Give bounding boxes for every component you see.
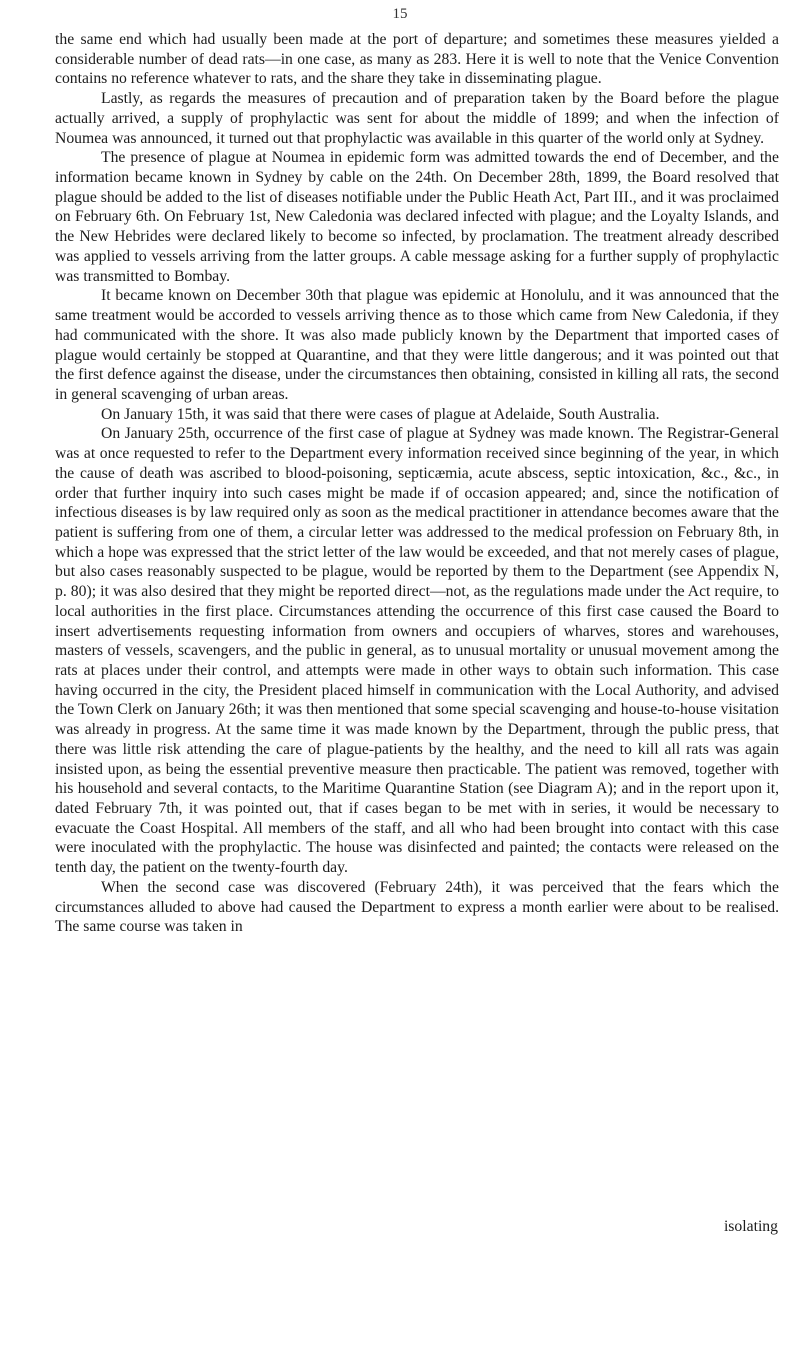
paragraph-6: On January 25th, occurrence of the first case of plague at Sydney was made known. The Registrar-General was at once requested to refer to the Department every information received since beginning of the year, in which the cause of death was ascribed to blood-poisoning, septicæmia, acute abscess, septic intoxication, &c., &c., in order that further inquiry into such cases might be made if of occasion appeared; and, since the notification of infectious diseases is by law required only as soon as the medical practitioner in attendance becomes aware that the patient is suffering from one of them, a circular letter was addressed to the medical profession on February 8th, in which a hope was expressed that the strict letter of the law would be exceeded, and that not merely cases of plague, but also cases reasonably suspected to be plague, would be reported by them to the Department (see Appendix N, p. 80); it was also desired that they might be reported direct—not, as the regulations made under the Act require, to local authorities in the first place. Circumstances attending the occurrence of this first case caused the Board to insert advertisements requesting information from owners and occupiers of wharves, stores and warehouses, masters of vessels, scavengers, and the public in general, as to unusual mortality or unusual movement among the rats at places under their control, and attempts were made in other ways to obtain such information. This case having occurred in the city, the President placed himself in communication with the Local Authority, and advised the Town Clerk on January 26th; it was then mentioned that some special scavenging and house-to-house visitation was already in progress. At the same time it was made known by the Department, through the public press, that there was little risk attending the care of plague-patients by the healthy, and the need to kill all rats was again insisted upon, as being the essential preventive measure then practicable. The patient was removed, together with his household and several contacts, to the Maritime Quarantine Station (see Diagram A); and in the report upon it, dated February 7th, it was pointed out, that if cases began to be met with in series, it would be necessary to evacuate the Coast Hospital. All members of the staff, and all who had been brought into contact with this case were inoculated with the prophylactic. The house was disinfected and painted; the contacts were released on the tenth day, the patient on the twenty-fourth day. <box>55 425 779 877</box>
paragraph-4: It became known on December 30th that plague was epidemic at Honolulu, and it was announced that the same treatment would be accorded to vessels arriving thence as to those which came from New Caledonia, if they had communicated with the shore. It was also made publicly known by the Department that imported cases of plague would certainly be stopped at Quarantine, and that they were little dangerous; and it was pointed out that the first defence against the disease, under the circumstances then obtaining, consisted in killing all rats, the second in general scavenging of urban areas. <box>55 287 779 403</box>
page-number: 15 <box>392 6 408 22</box>
paragraph-3: The presence of plague at Noumea in epidemic form was admitted towards the end of December, and the information became known in Sydney by cable on the 24th. On December 28th, 1899, the Board resolved that plague should be added to the list of diseases notifiable under the Public Heath Act, Part III., and it was proclaimed on February 6th. On February 1st, New Caledonia was declared infected with plague; and the Loyalty Islands, and the New Hebrides were declared likely to become so infected, by proclamation. The treatment already described was applied to vessels arriving from the latter groups. A cable message asking for a further supply of prophylactic was transmitted to Bombay. <box>55 149 779 285</box>
paragraph-2: Lastly, as regards the measures of precaution and of preparation taken by the Board before the plague actually arrived, a supply of prophylactic was sent for about the middle of 1899; and when the infection of Noumea was announced, it turned out that prophylactic was available in this quarter of the world only at Sydney. <box>55 90 779 147</box>
paragraph-1: the same end which had usually been made at the port of departure; and sometimes these measures yielded a considerable number of dead rats—in one case, as many as 283. Here it is well to note that the Venice Convention contains no reference whatever to rats, and the share they take in disseminating plague. <box>55 31 779 88</box>
catchword: isolating <box>723 1218 778 1235</box>
body-text <box>55 30 779 937</box>
paragraph-5: On January 15th, it was said that there were cases of plague at Adelaide, South Australia. <box>101 405 660 423</box>
paragraph-7: When the second case was discovered (February 24th), it was perceived that the fears which the circumstances alluded to above had caused the Department to express a month earlier were about to be realised. The same course was taken in <box>55 878 779 936</box>
